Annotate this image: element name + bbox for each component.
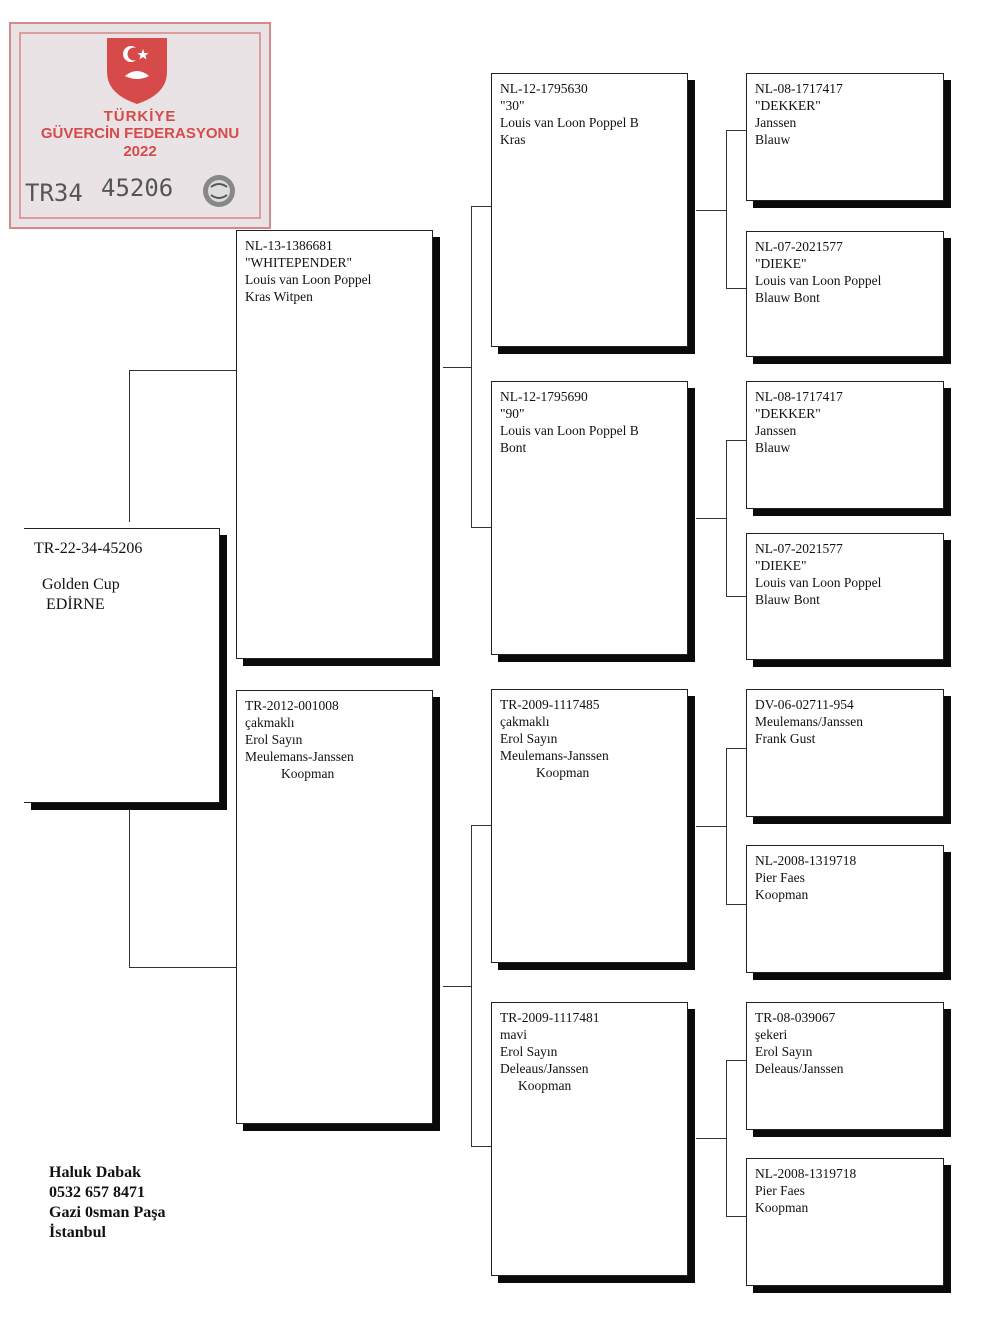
ss-color: Kras [500, 132, 526, 147]
ggp-ring: NL-2008-1319718 [755, 853, 857, 868]
ggp-strain: Koopman [755, 887, 809, 902]
sire-color: Kras Witpen [245, 289, 313, 304]
ggp-color: Blauw [755, 132, 791, 147]
dam-ring: TR-2012-001008 [245, 698, 339, 713]
stamp-year: 2022 [123, 143, 157, 160]
dam-color: çakmaklı [245, 715, 295, 730]
connector [471, 1146, 491, 1147]
connector [129, 808, 130, 967]
connector [443, 986, 471, 987]
subject-line2: EDİRNE [46, 596, 105, 613]
dam-strain: Meulemans-Janssen [245, 749, 354, 764]
ss-name: "30" [500, 98, 525, 113]
ggp-ring: DV-06-02711-954 [755, 697, 854, 712]
connector [726, 130, 727, 288]
sd-breeder: Louis van Loon Poppel B [500, 423, 639, 438]
ggp-breeder: Pier Faes [755, 1183, 805, 1198]
subject-pigeon-card [24, 528, 220, 803]
sire-dam-card [491, 381, 688, 655]
ggp-name: "DEKKER" [755, 98, 821, 113]
ggp-card-5 [746, 689, 944, 817]
ggp-breeder: Louis van Loon Poppel [755, 575, 882, 590]
dd-ring: TR-2009-1117481 [500, 1010, 600, 1025]
ggp-breeder: Louis van Loon Poppel [755, 273, 882, 288]
stamp-country: TÜRKİYE [103, 108, 177, 125]
owner-phone: 0532 657 8471 [49, 1184, 145, 1201]
sd-ring: NL-12-1795690 [500, 389, 588, 404]
connector [471, 206, 491, 207]
dd-color: mavi [500, 1027, 527, 1042]
ggp-card-7 [746, 1002, 944, 1130]
connector [696, 518, 726, 519]
ggp-strain: Meulemans/Janssen [755, 714, 863, 729]
sire-sire-card [491, 73, 688, 347]
connector [726, 130, 746, 131]
ggp-breeder: Frank Gust [755, 731, 816, 746]
ggp-strain: Koopman [755, 1200, 809, 1215]
ggp-breeder: Pier Faes [755, 870, 805, 885]
ds-strain: Meulemans-Janssen [500, 748, 609, 763]
ggp-ring: NL-08-1717417 [755, 81, 843, 96]
sd-name: "90" [500, 406, 525, 421]
ss-ring: NL-12-1795630 [500, 81, 588, 96]
federation-logo-icon [95, 32, 179, 108]
sire-breeder: Louis van Loon Poppel [245, 272, 372, 287]
connector [726, 440, 727, 596]
ggp-color: Blauw Bont [755, 290, 820, 305]
stamp-ring-number: 45206 [101, 174, 174, 202]
ggp-ring: NL-2008-1319718 [755, 1166, 857, 1181]
connector [696, 1138, 726, 1139]
stamp-federation: GÜVERCİN FEDERASYONU [40, 125, 240, 142]
ds-breeder: Koopman [536, 765, 590, 780]
connector [471, 825, 472, 1146]
ggp-card-2 [746, 231, 944, 357]
ds-owner: Erol Sayın [500, 731, 558, 746]
dd-owner: Erol Sayın [500, 1044, 558, 1059]
connector [129, 967, 236, 968]
ggp-color: şekeri [755, 1027, 788, 1042]
owner-contact [49, 1163, 165, 1243]
ggp-card-1 [746, 73, 944, 201]
ggp-card-6 [746, 845, 944, 973]
connector [726, 1060, 727, 1216]
dd-strain: Deleaus/Janssen [500, 1061, 589, 1076]
dam-sire-card [491, 689, 688, 963]
stamp-ring-prefix: TR34 [25, 179, 83, 207]
ggp-card-3 [746, 381, 944, 509]
dam-card [236, 690, 433, 1124]
ggp-ring: NL-07-2021577 [755, 541, 843, 556]
owner-district: Gazi 0sman Paşa [49, 1204, 166, 1221]
globe-icon [201, 173, 237, 209]
ggp-owner: Erol Sayın [755, 1044, 813, 1059]
dam-breeder: Koopman [281, 766, 335, 781]
owner-name: Haluk Dabak [49, 1164, 142, 1181]
connector [726, 904, 746, 905]
federation-stamp [9, 22, 271, 229]
connector [726, 1060, 746, 1061]
connector [696, 826, 726, 827]
connector [471, 825, 491, 826]
sire-name: "WHITEPENDER" [245, 255, 353, 270]
ggp-strain: Deleaus/Janssen [755, 1061, 844, 1076]
ggp-ring: NL-07-2021577 [755, 239, 843, 254]
connector [129, 370, 236, 371]
connector [726, 748, 727, 904]
ggp-color: Blauw Bont [755, 592, 820, 607]
dam-owner: Erol Sayın [245, 732, 303, 747]
connector [726, 440, 746, 441]
ggp-breeder: Janssen [755, 115, 797, 130]
ss-breeder: Louis van Loon Poppel B [500, 115, 639, 130]
ggp-card-8 [746, 1158, 944, 1286]
subject-ring: TR-22-34-45206 [34, 540, 143, 557]
connector [726, 1216, 746, 1217]
connector [471, 527, 491, 528]
connector [726, 748, 746, 749]
connector [443, 367, 471, 368]
ggp-name: "DEKKER" [755, 406, 821, 421]
dd-breeder: Koopman [518, 1078, 572, 1093]
ggp-name: "DIEKE" [755, 558, 807, 573]
sd-color: Bont [500, 440, 527, 455]
connector [129, 370, 130, 522]
owner-city: İstanbul [49, 1224, 106, 1241]
connector [471, 206, 472, 528]
sire-card [236, 230, 433, 659]
ggp-card-4 [746, 533, 944, 660]
ggp-ring: TR-08-039067 [755, 1010, 836, 1025]
connector [726, 288, 746, 289]
connector [726, 596, 746, 597]
sire-ring: NL-13-1386681 [245, 238, 333, 253]
ds-ring: TR-2009-1117485 [500, 697, 600, 712]
ggp-ring: NL-08-1717417 [755, 389, 843, 404]
subject-line1: Golden Cup [42, 576, 120, 593]
ds-color: çakmaklı [500, 714, 550, 729]
ggp-name: "DIEKE" [755, 256, 807, 271]
ggp-color: Blauw [755, 440, 791, 455]
dam-dam-card [491, 1002, 688, 1276]
connector [696, 210, 726, 211]
ggp-breeder: Janssen [755, 423, 797, 438]
